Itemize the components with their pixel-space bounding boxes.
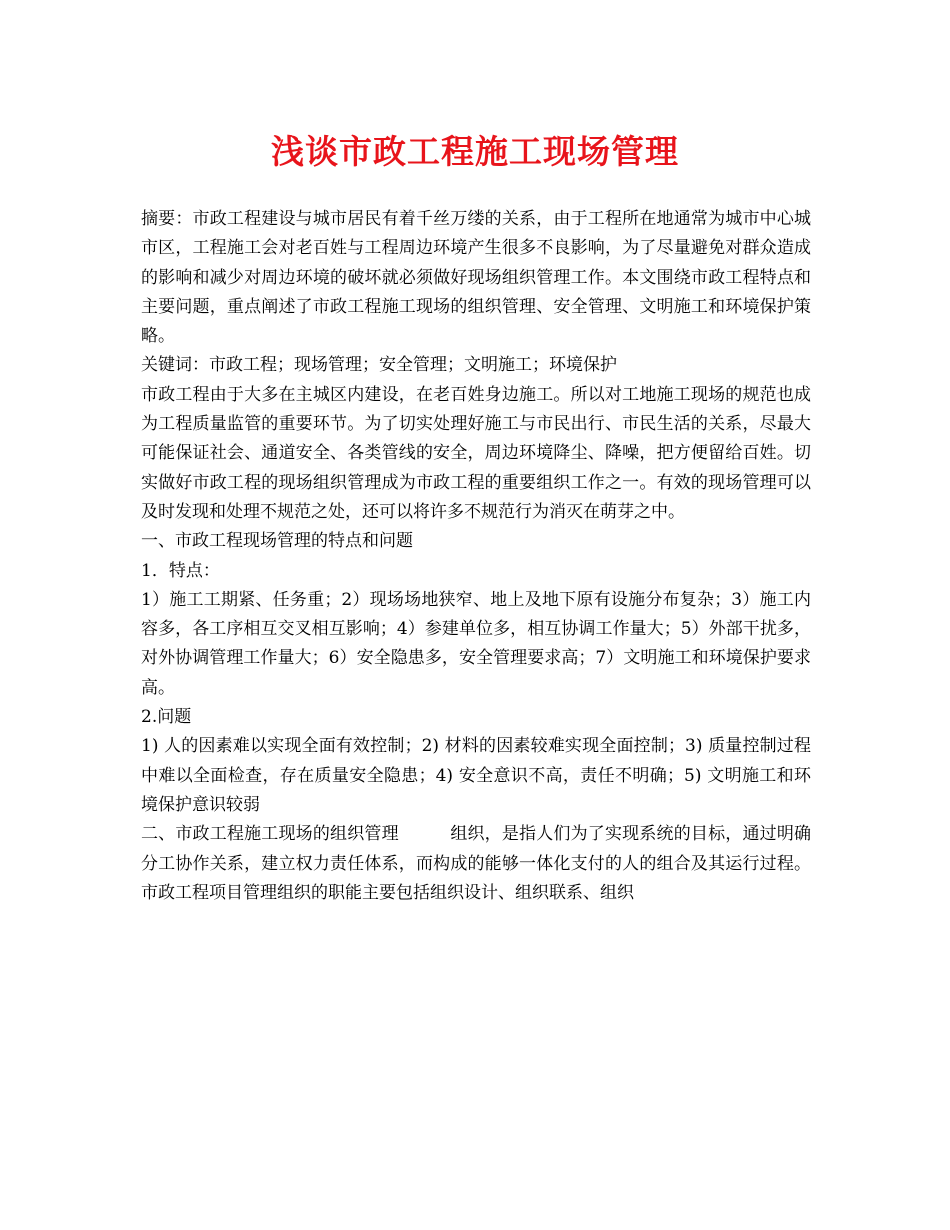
document-body [141,205,811,908]
subheading-problems: 2.问题 [141,707,192,728]
keywords-paragraph: 关键词：市政工程；现场管理；安全管理；文明施工；环境保护 [141,355,617,376]
document-title: 浅谈市政工程施工现场管理 [271,132,679,171]
abstract-paragraph: 摘要：市政工程建设与城市居民有着千丝万缕的关系，由于工程所在地通常为城市中心城市区，工程施工会对老百姓与工程周边环境产生很多不良影响，为了尽量避免对群众造成的影响和减少对周边环境的破坏就必须做好现场组织管理工作。本文围绕市政工程特点和主要问题，重点阐述了市政工程施工现场的组织管理、安全管理、文明施工和环境保护策略。 [141,209,811,347]
intro-paragraph: 市政工程由于大多在主城区内建设，在老百姓身边施工。所以对工地施工现场的规范也成为工程质量监管的重要环节。为了切实处理好施工与市民出行、市民生活的关系，尽最大可能保证社会、通道安全、各类管线的安全，周边环境降尘、降噪，把方便留给百姓。切实做好市政工程的现场组织管理成为市政工程的重要组织工作之一。有效的现场管理可以及时发现和处理不规范之处，还可以将许多不规范行为消灭在萌芽之中。 [141,384,811,522]
subheading-features: 1．特点： [141,560,220,581]
features-paragraph: 1）施工工期紧、任务重；2）现场场地狭窄、地上及地下原有设施分布复杂；3）施工内容多，各工序相互交叉相互影响；4）参建单位多，相互协调工作量大；5）外部干扰多，对外协调管理工作量大；6）安全隐患多，安全管理要求高；7）文明施工和环境保护要求高。 [141,589,811,698]
problems-paragraph: 1) 人的因素难以实现全面有效控制；2) 材料的因素较难实现全面控制；3) 质量控制过程中难以全面检查，存在质量安全隐患；4) 安全意识不高，责任不明确；5) 文明施工和环境保护意识较弱 [141,736,811,815]
section-heading-1: 一、市政工程现场管理的特点和问题 [141,531,413,552]
section-heading-2-paragraph: 二、市政工程施工现场的组织管理 组织，是指人们为了实现系统的目标，通过明确分工协作关系，建立权力责任体系，而构成的能够一体化支付的人的组合及其运行过程。市政工程项目管理组织的职能主要包括组织设计、组织联系、组织 [141,824,811,903]
